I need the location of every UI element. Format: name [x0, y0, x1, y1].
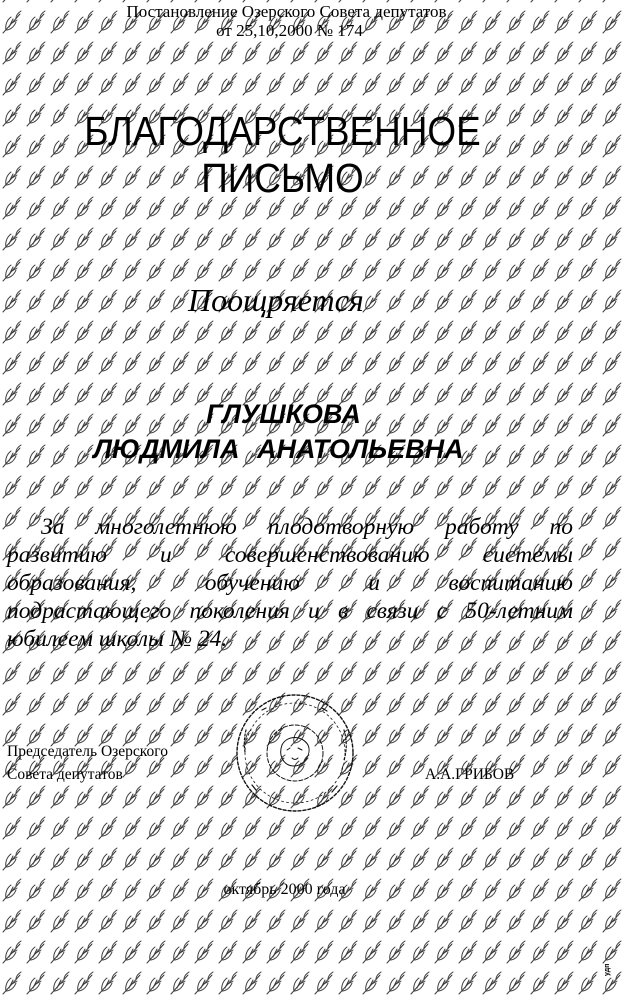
- signatory-position-line-2: Совета депутатов: [7, 766, 123, 783]
- citation-text: [7, 513, 573, 653]
- signatory-position-line-1: Председатель Озерского: [7, 743, 168, 760]
- citation-line: юбилеем школы № 24.: [7, 626, 228, 652]
- citation-line: образования, обучению и воспитанию: [7, 570, 573, 596]
- document-title-line-2: ПИСЬМО: [201, 155, 364, 201]
- recipient-given-names: ЛЮДМИЛА АНАТОЛЬЕВНА: [93, 434, 464, 464]
- document-title-line-1: БЛАГОДАРСТВЕННОЕ: [84, 108, 481, 154]
- award-word: Поощряется: [188, 282, 364, 318]
- seal-stamp: [232, 690, 358, 816]
- issue-date: октябрь 2000 года: [223, 881, 346, 898]
- corner-mark: удп: [604, 963, 611, 976]
- citation-line: подрастающего поколения и в связи с 50-летним: [7, 598, 573, 624]
- citation-line: За многолетнюю плодотворную работу по: [41, 514, 573, 540]
- decree-date-line: от 25,10,2000 № 174: [216, 21, 363, 40]
- recipient-surname: ГЛУШКОВА: [206, 399, 361, 429]
- signatory-name: А.А.ГРИБОВ: [425, 766, 515, 783]
- citation-line: развитию и совершенствованию системы: [7, 542, 573, 568]
- decree-title-line: Постановление Озерского Совета депутатов: [126, 2, 447, 21]
